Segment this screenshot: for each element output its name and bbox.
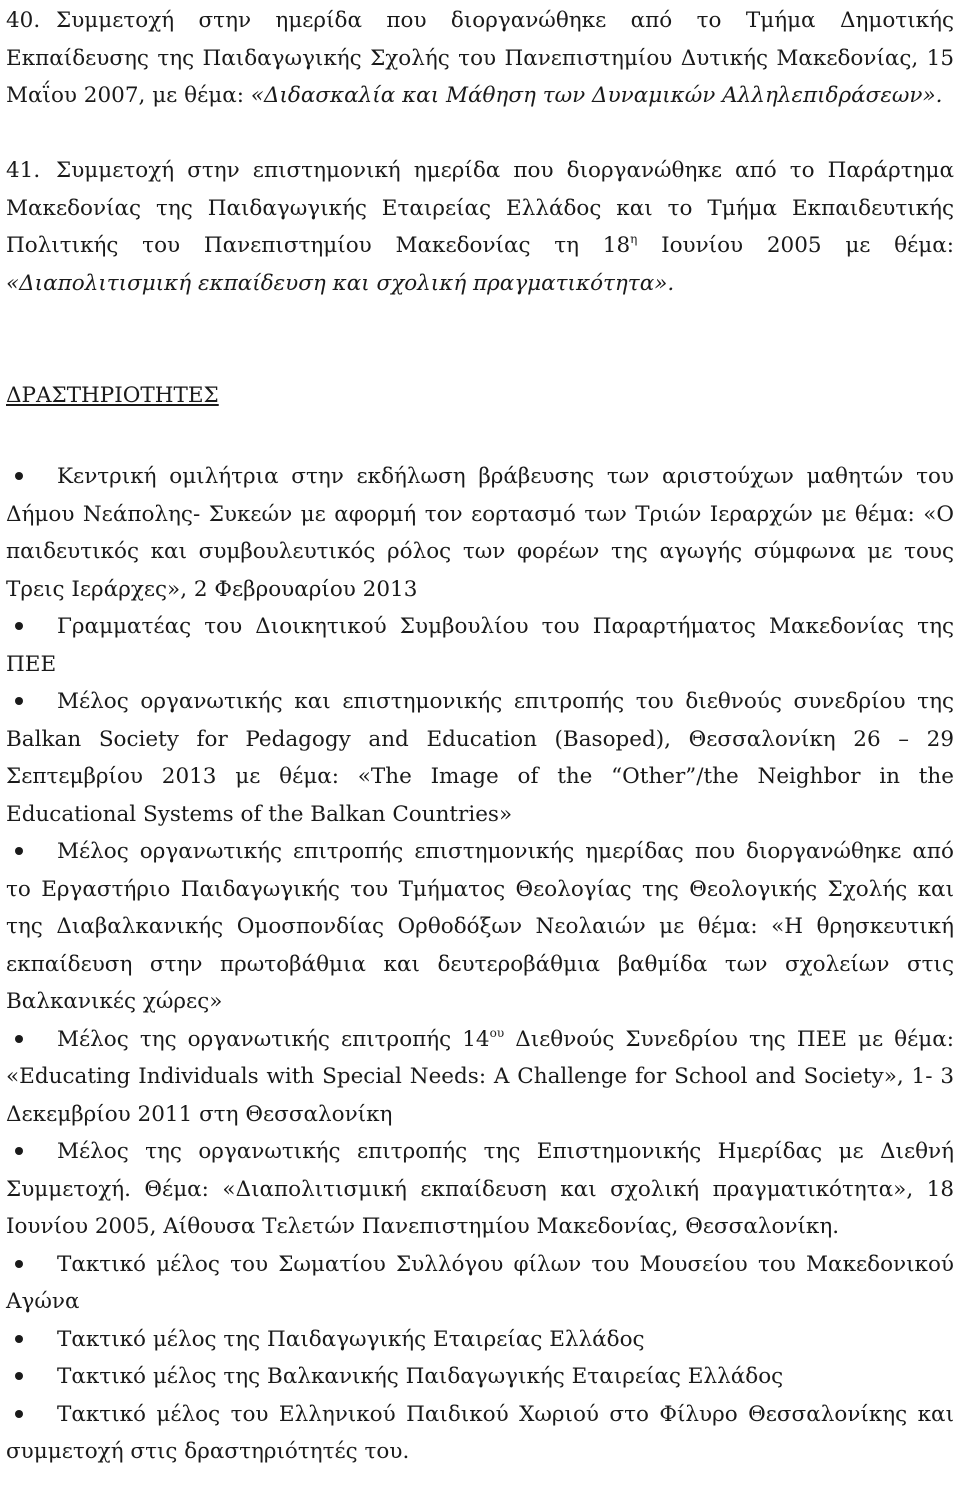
entry-text: Συμμετοχή στην ημερίδα που διοργανώθηκε από το Τμήμα Δημοτικής Εκπαίδευσης της Παιδαγωγικής Σχολής του Πανεπιστημίου Δυτικής Μακεδονίας, 15 Μαΐου 2007, με θέμα:: [6, 8, 954, 108]
bullet-icon: [15, 847, 23, 855]
bullet-icon: [15, 622, 23, 630]
ordinal-suffix: η: [630, 232, 638, 246]
bullet-icon: [15, 1410, 23, 1418]
entry-41: [6, 152, 954, 302]
activity-text: Μέλος οργανωτικής και επιστημονικής επιτροπής του διεθνούς συνεδρίου της Balkan Society for Pedagogy and Education (Basoped), Θεσσαλονίκη 26 – 29 Σεπτεμβρίου 2013 με θέμα: «The Image of the “Other”/the Neighbor in the Educational Systems of the Balkan Countries»: [6, 689, 954, 827]
activities-list: [6, 458, 954, 1471]
list-item: [6, 1246, 954, 1321]
activity-text: Γραμματέας του Διοικητικού Συμβουλίου του Παραρτήματος Μακεδονίας της ΠΕΕ: [6, 614, 954, 677]
activity-text: Μέλος της οργανωτικής επιτροπής της Επιστημονικής Ημερίδας με Διεθνή Συμμετοχή. Θέμα: «Διαπολιτισμική εκπαίδευση και σχολική πραγματικότητα», 18 Ιουνίου 2005, Αίθουσα Τελετών Πανεπιστημίου Μακεδονίας, Θεσσαλονίκη.: [6, 1139, 954, 1239]
activity-text: Τακτικό μέλος του Ελληνικού Παιδικού Χωριού στο Φίλυρο Θεσσαλονίκης και συμμετοχή στις δραστηριότητές του.: [6, 1401, 954, 1464]
activity-text: Μέλος οργανωτικής επιτροπής επιστημονικής ημερίδας που διοργανώθηκε από το Εργαστήριο Παιδαγωγικής του Τμήματος Θεολογίας της Θεολογικής Σχολής και της Διαβαλκανικής Ομοσπονδίας Ορθοδόξων Νεολαιών με θέμα: «Η θρησκευτική εκπαίδευση στην πρωτοβάθμια και δευτεροβάθμια βαθμίδα των σχολείων στις Βαλκανικές χώρες»: [6, 839, 954, 1014]
bullet-icon: [15, 1335, 23, 1343]
list-item: [6, 1321, 954, 1359]
activity-text-cont: Διεθνούς Συνεδρίου της ΠΕΕ με θέμα: «Educating Individuals with Special Needs: A Challenge for School and Society», 1- 3 Δεκεμβρίου 2011 στη Θεσσαλονίκη: [6, 1026, 954, 1127]
list-item: [6, 608, 954, 683]
activity-text: Κεντρική ομιλήτρια στην εκδήλωση βράβευσης των αριστούχων μαθητών του Δήμου Νεάπολης- Συκεών με αφορμή τον εορτασμό των Τριών Ιεραρχών με θέμα: «Ο παιδευτικός και συμβουλευτικός ρόλος των φορέων της αγωγής σύμφωνα με τους Τρεις Ιεράρχες», 2 Φεβρουαρίου 2013: [6, 464, 954, 602]
activity-text: Τακτικό μέλος της Παιδαγωγικής Εταιρείας Ελλάδος: [57, 1326, 645, 1352]
list-item: [6, 1358, 954, 1396]
activities-heading: ΔΡΑΣΤΗΡΙΟΤΗΤΕΣ: [6, 383, 219, 408]
entry-theme: «Διαπολιτισμική εκπαίδευση και σχολική πραγματικότητα».: [6, 270, 675, 296]
activity-text: Τακτικό μέλος της Βαλκανικής Παιδαγωγικής Εταιρείας Ελλάδος: [57, 1364, 784, 1389]
entry-number: 41.: [6, 158, 41, 183]
entry-text-cont: Ιουνίου 2005 με θέμα:: [637, 233, 954, 258]
bullet-icon: [15, 472, 23, 480]
bullet-icon: [15, 697, 23, 705]
activity-text: Τακτικό μέλος του Σωματίου Συλλόγου φίλων του Μουσείου του Μακεδονικού Αγώνα: [6, 1251, 954, 1314]
list-item: [6, 833, 954, 1021]
list-item: [6, 1021, 954, 1134]
bullet-icon: [15, 1372, 23, 1380]
activity-text: Μέλος της οργανωτικής επιτροπής 14: [57, 1026, 490, 1052]
entry-text: Συμμετοχή στην επιστημονική ημερίδα που διοργανώθηκε από το Παράρτημα Μακεδονίας της Παιδαγωγικής Εταιρείας Ελλάδος και το Τμήμα Εκπαιδευτικής Πολιτικής του Πανεπιστημίου Μακεδονίας τη 18: [6, 158, 954, 258]
list-item: [6, 458, 954, 608]
list-item: [6, 1396, 954, 1471]
bullet-icon: [15, 1147, 23, 1155]
list-item: [6, 683, 954, 833]
list-item: [6, 1133, 954, 1246]
entry-theme: «Διδασκαλία και Μάθηση των Δυναμικών Αλληλεπιδράσεων».: [250, 83, 943, 108]
entry-number: 40.: [6, 8, 41, 33]
bullet-icon: [15, 1035, 23, 1043]
entry-40: [6, 2, 954, 115]
ordinal-suffix: ου: [489, 1025, 505, 1040]
bullet-icon: [15, 1260, 23, 1268]
